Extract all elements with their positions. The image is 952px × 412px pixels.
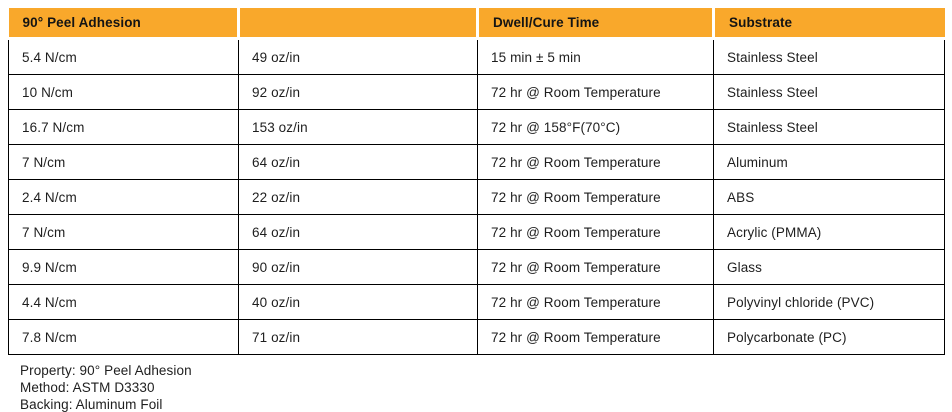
table-cell: 71 oz/in [239, 320, 478, 355]
header-dwell-cure-time: Dwell/Cure Time [478, 8, 714, 39]
table-cell: 4.4 N/cm [9, 285, 239, 320]
table-cell: ABS [714, 180, 945, 215]
table-cell: 16.7 N/cm [9, 110, 239, 145]
table-row [9, 285, 945, 320]
table-cell: 7.8 N/cm [9, 320, 239, 355]
header-peel-adhesion: 90° Peel Adhesion [9, 8, 239, 39]
footnote-property: Property: 90° Peel Adhesion [20, 363, 192, 378]
table-row [9, 180, 945, 215]
table-row [9, 215, 945, 250]
table-cell: 7 N/cm [9, 145, 239, 180]
table-row [9, 39, 945, 75]
table-cell: Acrylic (PMMA) [714, 215, 945, 250]
table-cell: Polyvinyl chloride (PVC) [714, 285, 945, 320]
table-cell: 9.9 N/cm [9, 250, 239, 285]
table-header-row [9, 8, 945, 39]
table-row [9, 250, 945, 285]
table-cell: 40 oz/in [239, 285, 478, 320]
table-cell: 49 oz/in [239, 39, 478, 75]
footnote-method: Method: ASTM D3330 [20, 380, 155, 395]
table-cell: 7 N/cm [9, 215, 239, 250]
table-cell: 64 oz/in [239, 145, 478, 180]
table-cell: Aluminum [714, 145, 945, 180]
table-cell: 72 hr @ Room Temperature [478, 320, 714, 355]
peel-adhesion-table [8, 8, 945, 355]
footnote-backing: Backing: Aluminum Foil [20, 397, 163, 412]
table-cell: Polycarbonate (PC) [714, 320, 945, 355]
header-substrate: Substrate [714, 8, 945, 39]
table-cell: 72 hr @ Room Temperature [478, 75, 714, 110]
table-cell: 153 oz/in [239, 110, 478, 145]
table-cell: 64 oz/in [239, 215, 478, 250]
header-empty [239, 8, 478, 39]
table-cell: 72 hr @ Room Temperature [478, 180, 714, 215]
table-cell: 10 N/cm [9, 75, 239, 110]
table-cell: 22 oz/in [239, 180, 478, 215]
table-row [9, 320, 945, 355]
table-body [9, 39, 945, 355]
table-cell: 72 hr @ Room Temperature [478, 250, 714, 285]
table-cell: 72 hr @ 158°F(70°C) [478, 110, 714, 145]
table-cell: 90 oz/in [239, 250, 478, 285]
table-cell: 72 hr @ Room Temperature [478, 145, 714, 180]
table-cell: Stainless Steel [714, 110, 945, 145]
table-cell: Stainless Steel [714, 75, 945, 110]
table-cell: 72 hr @ Room Temperature [478, 285, 714, 320]
table-cell: 92 oz/in [239, 75, 478, 110]
table-cell: Stainless Steel [714, 39, 945, 75]
footnotes [8, 362, 944, 412]
table-row [9, 145, 945, 180]
table-cell: 5.4 N/cm [9, 39, 239, 75]
table-cell: 2.4 N/cm [9, 180, 239, 215]
table-cell: Glass [714, 250, 945, 285]
table-row [9, 75, 945, 110]
table-cell: 72 hr @ Room Temperature [478, 215, 714, 250]
table-cell: 15 min ± 5 min [478, 39, 714, 75]
table-row [9, 110, 945, 145]
